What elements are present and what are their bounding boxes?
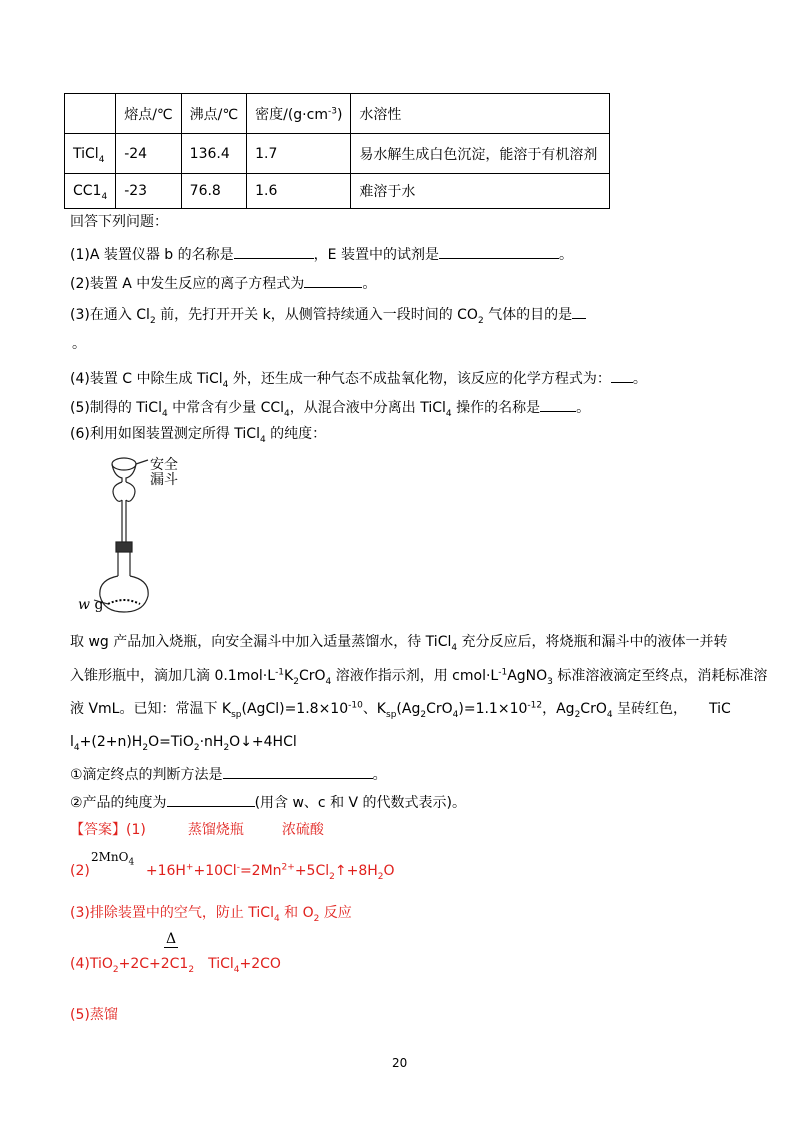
superscript: -1 [498, 667, 508, 678]
subscript: 2 [293, 676, 299, 687]
subscript: 4 [161, 408, 168, 419]
answer-2-text-b: +10Cl [193, 863, 237, 879]
table-cell-name [65, 174, 116, 209]
subscript: 4 [451, 642, 458, 653]
answer-3 [70, 905, 352, 924]
q4-text-b: 外，还生成一种气态不成盐氧化物，该反应的化学方程式为： [228, 371, 611, 387]
compound-name: CC1 [73, 183, 102, 199]
subscript: 2 [193, 742, 200, 753]
table-cell: 1.6 [247, 174, 351, 209]
question-4 [70, 369, 647, 390]
p4-text-e: O↓+4HCl [229, 734, 297, 750]
q5-text-c: ，从混合液中分离出 TiCl [289, 400, 446, 416]
question-1 [70, 245, 573, 262]
answer-5: (5)蒸馏 [70, 1007, 118, 1023]
superscript: - [236, 862, 240, 873]
p3-text-d: (Ag [396, 701, 421, 717]
compound-subscript: 4 [101, 191, 108, 202]
answer-blank [611, 369, 633, 383]
apparatus-figure [74, 452, 214, 620]
answer-2-text-a: +16H [145, 863, 186, 879]
q4-text-c: 。 [632, 371, 647, 387]
table-cell: 难溶于水 [351, 174, 610, 209]
table-header-cell: 熔点/℃ [116, 94, 181, 134]
answer-blank [167, 793, 255, 807]
question-3-end: 。 [72, 336, 86, 352]
subscript: 2 [142, 742, 149, 753]
q6-text-b: 的纯度： [265, 426, 327, 442]
subscript: 4 [273, 913, 280, 924]
p1-text-a: 取 wg 产品加入烧瓶，向安全漏斗中加入适量蒸馏水，待 TiCl [70, 634, 452, 650]
q2-text-a: (2)装置 A 中发生反应的离子方程式为 [70, 276, 305, 292]
subscript: 2 [112, 964, 119, 975]
subscript: 2 [329, 871, 335, 882]
q5-text-d: 操作的名称是 [451, 400, 541, 416]
answer-4-text-d: +2CO [239, 956, 281, 972]
answer-4-text-a: (4)TiO [70, 956, 113, 972]
mass-label [78, 598, 103, 612]
table-cell: 易水解生成白色沉淀，能溶于有机溶剂 [351, 134, 610, 174]
procedure-line-3 [70, 700, 731, 720]
subscript: 4 [128, 857, 135, 868]
p4-text-c: O=TiO [148, 734, 194, 750]
superscript: 2+ [281, 862, 295, 873]
answer-1-item-1: 蒸馏烧瓶 [187, 822, 244, 838]
subscript: 4 [452, 709, 459, 720]
answer-blank [572, 305, 586, 319]
question-2 [70, 274, 376, 291]
subscript: 2 [420, 709, 427, 720]
answer-blank [304, 274, 362, 288]
q1-text-a: (1)A 装置仪器 b 的名称是 [70, 247, 234, 263]
c2-text-a: ②产品的纯度为 [70, 795, 167, 811]
q4-text-a: (4)装置 C 中除生成 TiCl [70, 371, 223, 387]
answer-2-text-d: +5Cl [294, 863, 330, 879]
q6-text-a: (6)利用如图装置测定所得 TiCl [70, 426, 260, 442]
p3-text-h: CrO [580, 701, 607, 717]
p3-text-e: CrO [426, 701, 453, 717]
funnel-label-line2: 漏斗 [150, 472, 178, 488]
table-cell: 136.4 [181, 134, 246, 174]
q2-text-b: 。 [362, 276, 377, 292]
table-row [65, 174, 610, 209]
answer-3-text-a: (3)排除装置中的空气，防止 TiCl [70, 905, 274, 921]
subscript: 2 [574, 709, 581, 720]
delta-text: Δ [166, 931, 177, 947]
answer-2-text-f: O [383, 863, 395, 879]
c1-text-b: 。 [372, 767, 387, 783]
answer-1-item-2: 浓硫酸 [281, 822, 324, 838]
subscript: 2 [223, 742, 230, 753]
heat-symbol [164, 932, 178, 946]
safety-funnel-icon [112, 458, 148, 542]
p2-text-e: AgNO [507, 668, 548, 684]
q1-text-b: ，E 装置中的试剂是 [313, 247, 439, 263]
subscript: 2 [188, 964, 195, 975]
subscript: 4 [284, 408, 290, 419]
sub-question-2 [70, 793, 466, 810]
flask-icon [100, 542, 148, 612]
answer-3-text-c: 反应 [319, 905, 352, 921]
subscript: 4 [445, 408, 452, 419]
p3-text-c: 、K [362, 701, 386, 717]
subscript: sp [386, 709, 397, 720]
table-row [65, 134, 610, 174]
subscript: 2 [313, 913, 320, 924]
density-header-close: ) [336, 106, 343, 123]
table-header-cell: 水溶性 [351, 94, 610, 134]
density-header-text: 密度/(g·cm [255, 106, 328, 123]
mass-variable: w [78, 597, 90, 613]
answer-blank [540, 398, 576, 412]
subscript: 4 [259, 434, 266, 445]
superscript: -1 [275, 667, 285, 678]
superscript: -12 [527, 700, 543, 711]
answer-4 [70, 956, 281, 975]
question-6 [70, 426, 327, 445]
p2-text-b: K [284, 668, 294, 684]
question-3 [70, 305, 586, 326]
p3-text-i: 呈砖红色， [612, 701, 688, 717]
p3-text-b: (AgCl)=1.8×10 [241, 701, 349, 717]
procedure-line-1 [70, 634, 728, 653]
table-cell: 1.7 [247, 134, 351, 174]
p2-text-a: 入锥形瓶中，滴加几滴 0.1mol·L [70, 668, 276, 684]
q1-text-c: 。 [558, 247, 573, 263]
p4-text-a: l [70, 734, 74, 750]
table-header-cell [247, 94, 351, 134]
answer-2-label: (2) [70, 863, 90, 879]
table-header-cell: 沸点/℃ [181, 94, 246, 134]
procedure-line-4 [70, 734, 297, 753]
answer-2 [70, 862, 395, 882]
page-number: 20 [392, 1056, 408, 1070]
q5-text-b: 中常含有少量 CCl [167, 400, 285, 416]
subscript: 2 [149, 315, 156, 326]
answer-3-text-b: 和 O [279, 905, 314, 921]
subscript: sp [231, 709, 242, 720]
table-cell: -23 [116, 174, 181, 209]
table-header-cell [65, 94, 116, 134]
p1-text-b: 充分反应后，将烧瓶和漏斗中的液体一并转 [457, 634, 728, 650]
funnel-label-line1: 安全 [150, 457, 178, 473]
table-cell: -24 [116, 134, 181, 174]
subscript: 2 [477, 315, 484, 326]
subscript: 3 [547, 676, 553, 687]
p3-text-a: 液 VmL。已知：常温下 K [70, 701, 232, 717]
q3-text-c: 气体的目的是 [483, 307, 573, 323]
p4-text-d: ·nH [199, 734, 224, 750]
table-cell-name [65, 134, 116, 174]
answer-blank [234, 245, 314, 259]
subscript: 4 [325, 676, 332, 687]
p3-text-f: )=1.1×10 [458, 701, 528, 717]
compound-name: TiCl [73, 145, 99, 162]
permanganate-text: 2MnO [91, 850, 129, 864]
answer-2-text-e: ↑+8H [334, 863, 378, 879]
table-header-row [65, 94, 610, 134]
subscript: 2 [377, 871, 384, 882]
compound-subscript: 4 [98, 154, 105, 165]
permanganate-formula [91, 850, 135, 868]
subscript: 4 [233, 964, 240, 975]
intro-line: 回答下列问题： [70, 214, 168, 230]
q3-text-a: (3)在通入 Cl [70, 307, 150, 323]
answer-4-text-b: +2C+2C1 [118, 956, 189, 972]
p2-text-f: 标准溶液滴定至终点，消耗标准溶 [552, 668, 768, 684]
answer-blank [223, 765, 373, 779]
mass-unit: g [94, 597, 104, 613]
answer-1-label: (1) [126, 822, 146, 838]
c1-text-a: ①滴定终点的判断方法是 [70, 767, 223, 783]
p2-text-d: 溶液作指示剂，用 cmol·L [331, 668, 499, 684]
answer-4-text-c: TiCl [208, 956, 234, 972]
q3-text-b: 前，先打开开关 k，从侧管持续通入一段时间的 CO [155, 307, 478, 323]
procedure-line-2 [70, 667, 768, 687]
properties-table [64, 93, 610, 209]
p4-text-b: +(2+n)H [79, 734, 143, 750]
subscript: 4 [222, 379, 229, 390]
p3-text-g: ，Ag [542, 701, 575, 717]
answer-tag: 【答案】 [70, 822, 126, 838]
q5-text-e: 。 [576, 400, 591, 416]
answer-blank [439, 245, 559, 259]
question-5 [70, 398, 591, 419]
answer-1 [70, 823, 324, 837]
superscript: -10 [348, 700, 363, 711]
subscript: 4 [73, 742, 80, 753]
table-cell: 76.8 [181, 174, 246, 209]
c2-text-b: (用含 w、c 和 V 的代数式表示)。 [254, 795, 467, 811]
answer-2-text-c: =2Mn [239, 863, 282, 879]
subscript: 4 [606, 709, 613, 720]
sub-question-1 [70, 765, 387, 782]
p3-text-j: TiC [709, 701, 731, 717]
density-header-exponent: -3 [327, 105, 337, 116]
p2-text-c: CrO [298, 668, 326, 684]
q5-text-a: (5)制得的 TiCl [70, 400, 162, 416]
superscript: + [185, 862, 194, 873]
